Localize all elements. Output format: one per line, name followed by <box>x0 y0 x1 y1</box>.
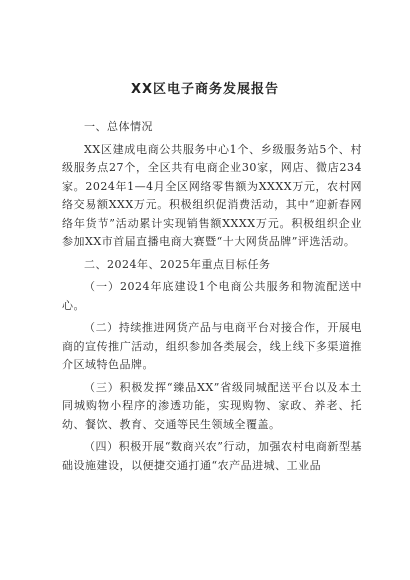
paragraph-target-1: （一）2024年底建设1个电商公共服务和物流配送中心。 <box>62 280 362 312</box>
paragraph-overview: XX区建成电商公共服务中心1个、乡级服务站5个、村级服务点27个，全区共有电商企业30家，网店、微店234家。2024年1—4月全区网络零售额为XXXX万元，农村网络交易额XXX万元。积极组织促消费活动，其中“迎新春网络年货节”活动累计实现销售额XXXX万元。积极组织企业参加XX市首届直播电商大赛暨“十大网货品牌”评选活动。 <box>62 142 362 248</box>
document-body <box>62 118 362 479</box>
document-title: XX区电子商务发展报告 <box>130 82 280 97</box>
paragraph-target-4: （四）积极开展“数商兴农”行动，加强农村电商新型基础设施建设，以便捷交通打通“农产品进城、工业品 <box>62 440 362 472</box>
section-heading-targets: 二、2024年、2025年重点目标任务 <box>84 257 271 271</box>
section-heading-overview: 一、总体情况 <box>84 120 153 133</box>
paragraph-target-3: （三）积极发挥“臻品XX”省级同城配送平台以及本土同城购物小程序的渗透功能，实现购物、家政、养老、托幼、餐饮、教育、交通等民生领域全覆盖。 <box>62 380 362 431</box>
paragraph-target-2: （二）持续推进网货产品与电商平台对接合作，开展电商的宣传推广活动，组织参加各类展会，线上线下多渠道推介区域特色品牌。 <box>62 321 362 371</box>
